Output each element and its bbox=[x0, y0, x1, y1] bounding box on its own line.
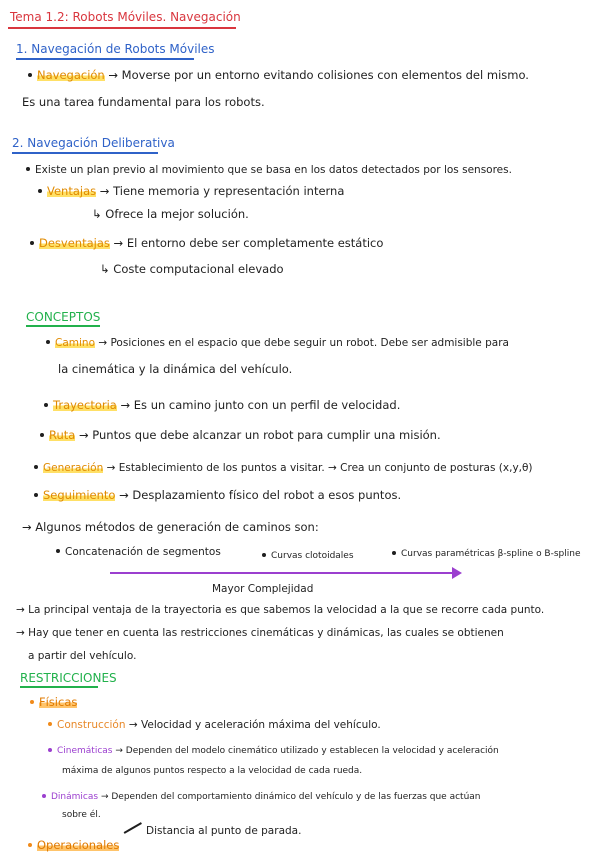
metodo-clotoidales-text: Curvas clotoidales bbox=[271, 551, 354, 561]
camino-definition: → Posiciones en el espacio que debe seguir un robot. Debe ser admisible para bbox=[98, 337, 509, 349]
metodo-clotoidales bbox=[262, 549, 354, 563]
dinamicas-definition: → Dependen del comportamiento dinámico del vehículo y de las fuerzas que actúan bbox=[100, 792, 481, 802]
parada-arrow bbox=[124, 822, 142, 833]
parada-note: Distancia al punto de parada. bbox=[146, 825, 302, 837]
cinematicas-item bbox=[48, 744, 499, 758]
bullet-icon bbox=[34, 493, 38, 497]
trayectoria-definition: → Es un camino junto con un perfil de velocidad. bbox=[120, 398, 401, 412]
generacion-item bbox=[34, 461, 533, 475]
cinematicas-definition-2: máxima de algunos puntos respecto a la velocidad de cada rueda. bbox=[62, 766, 363, 776]
desventajas-term: Desventajas bbox=[39, 236, 110, 250]
restricciones-heading: RESTRICCIONES bbox=[20, 671, 117, 685]
navegacion-item bbox=[28, 68, 529, 82]
restricciones-line-2: a partir del vehículo. bbox=[28, 650, 137, 662]
ruta-item bbox=[40, 428, 441, 442]
bullet-icon bbox=[34, 465, 38, 469]
page-title: Tema 1.2: Robots Móviles. Navegación bbox=[10, 10, 241, 24]
bullet-icon bbox=[26, 167, 30, 171]
conceptos-heading: CONCEPTOS bbox=[26, 310, 101, 324]
bullet-icon bbox=[38, 189, 42, 193]
complexity-label: Mayor Complejidad bbox=[212, 583, 314, 595]
section1-underline bbox=[16, 58, 194, 60]
deliberativa-intro-text: Existe un plan previo al movimiento que se basa en los datos detectados por los sensores. bbox=[35, 164, 512, 176]
navegacion-definition: → Moverse por un entorno evitando colisiones con elementos del mismo. bbox=[108, 68, 529, 82]
complexity-arrow-line bbox=[110, 572, 460, 574]
dinamicas-item bbox=[42, 790, 481, 804]
generacion-definition: → Establecimiento de los puntos a visitar. → Crea un conjunto de posturas (x,y,θ) bbox=[106, 462, 533, 474]
ventajas-sub: ↳ Ofrece la mejor solución. bbox=[92, 207, 249, 221]
dinamicas-definition-2: sobre él. bbox=[62, 810, 101, 820]
bullet-icon bbox=[56, 549, 60, 553]
operacionales-term: Operacionales bbox=[37, 838, 120, 852]
restricciones-line-1: → Hay que tener en cuenta las restricciones cinemáticas y dinámicas, las cuales se obtienen bbox=[16, 627, 504, 639]
camino-item bbox=[46, 336, 509, 350]
desventajas-item bbox=[30, 236, 383, 250]
bullet-icon bbox=[28, 843, 32, 847]
generacion-term: Generación bbox=[43, 462, 104, 474]
trayectoria-term: Trayectoria bbox=[53, 398, 117, 412]
construccion-item bbox=[48, 718, 381, 732]
dinamicas-term: Dinámicas bbox=[51, 792, 99, 802]
bullet-icon bbox=[392, 551, 396, 555]
camino-definition-2: la cinemática y la dinámica del vehículo. bbox=[58, 362, 293, 376]
cinematicas-term: Cinemáticas bbox=[57, 746, 113, 756]
construccion-definition: → Velocidad y aceleración máxima del vehículo. bbox=[128, 719, 381, 731]
bullet-icon bbox=[44, 403, 48, 407]
bullet-icon bbox=[262, 553, 266, 557]
seguimiento-definition: → Desplazamiento físico del robot a esos puntos. bbox=[119, 488, 402, 502]
bullet-icon bbox=[48, 722, 52, 726]
metodo-segmentos bbox=[56, 545, 221, 559]
seguimiento-item bbox=[34, 488, 401, 502]
restricciones-underline bbox=[20, 686, 98, 688]
section2-underline bbox=[12, 152, 158, 154]
construccion-term: Construcción bbox=[57, 719, 126, 731]
bullet-icon bbox=[40, 433, 44, 437]
metodos-intro: → Algunos métodos de generación de caminos son: bbox=[22, 520, 319, 534]
ruta-term: Ruta bbox=[49, 428, 76, 442]
metodo-parametricas bbox=[392, 547, 581, 561]
deliberativa-intro bbox=[26, 163, 512, 177]
complexity-arrow-head bbox=[452, 567, 462, 579]
cinematicas-definition: → Dependen del modelo cinemático utilizado y establecen la velocidad y aceleración bbox=[115, 746, 499, 756]
operacionales-item bbox=[28, 838, 119, 852]
bullet-icon bbox=[30, 241, 34, 245]
ventaja-trayectoria: → La principal ventaja de la trayectoria es que sabemos la velocidad a la que se recorre cada punto. bbox=[16, 604, 545, 616]
camino-term: Camino bbox=[55, 337, 95, 349]
navegacion-line2: Es una tarea fundamental para los robots. bbox=[22, 95, 265, 109]
fisicas-term: Físicas bbox=[39, 695, 78, 709]
trayectoria-item bbox=[44, 398, 400, 412]
metodo-segmentos-text: Concatenación de segmentos bbox=[65, 546, 221, 558]
bullet-icon bbox=[48, 748, 52, 752]
ruta-definition: → Puntos que debe alcanzar un robot para cumplir una misión. bbox=[78, 428, 441, 442]
desventajas-sub: ↳ Coste computacional elevado bbox=[100, 262, 284, 276]
section2-heading: 2. Navegación Deliberativa bbox=[12, 136, 175, 150]
fisicas-item bbox=[30, 695, 77, 709]
metodo-parametricas-text: Curvas paramétricas β-spline o B-spline bbox=[401, 549, 581, 559]
title-underline bbox=[8, 27, 236, 29]
desventajas-definition: → El entorno debe ser completamente estático bbox=[113, 236, 384, 250]
bullet-icon bbox=[46, 340, 50, 344]
ventajas-definition: → Tiene memoria y representación interna bbox=[99, 184, 345, 198]
ventajas-item bbox=[38, 184, 344, 198]
seguimiento-term: Seguimiento bbox=[43, 488, 116, 502]
bullet-icon bbox=[28, 73, 32, 77]
navegacion-term: Navegación bbox=[37, 68, 105, 82]
ventajas-term: Ventajas bbox=[47, 184, 97, 198]
section1-heading: 1. Navegación de Robots Móviles bbox=[16, 42, 215, 56]
conceptos-underline bbox=[26, 325, 100, 327]
bullet-icon bbox=[42, 794, 46, 798]
bullet-icon bbox=[30, 700, 34, 704]
